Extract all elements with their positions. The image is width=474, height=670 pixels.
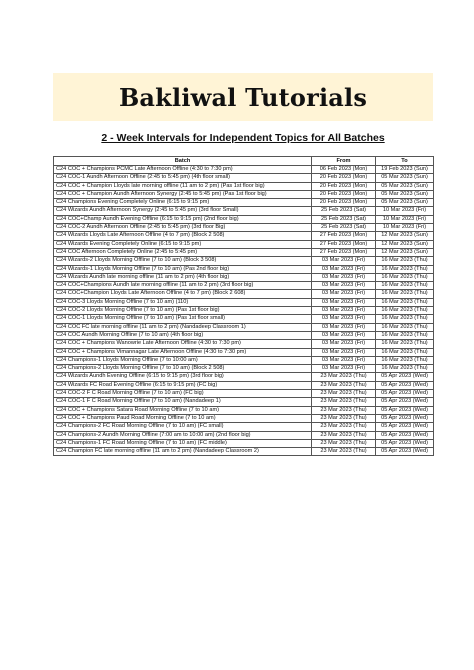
to-date-cell: 16 Mar 2023 (Thu)	[376, 365, 434, 373]
batch-cell: C24 Wizards Lloyds Late Afternoon Offline (4 to 7 pm) (Block 2 508)	[54, 232, 312, 240]
to-date-cell: 16 Mar 2023 (Thu)	[376, 257, 434, 265]
from-date-cell: 03 Mar 2023 (Fri)	[312, 365, 376, 373]
table-row	[54, 340, 434, 348]
batch-cell: C24 COC-3 Lloyds Morning Offline (7 to 10 am) (110)	[54, 298, 312, 306]
table-row	[54, 248, 434, 256]
batch-cell: C24 COC-1 F C Road Morning Offline (7 to 10 am) (Nandadeep 1)	[54, 398, 312, 406]
from-date-cell: 27 Feb 2023 (Mon)	[312, 240, 376, 248]
batch-cell: C24 COC-1 Lloyds Morning Offline (7 to 10 am) (Pas 1st floor small)	[54, 315, 312, 323]
batch-cell: C24 Champions-2 FC Road Morning Offline (7 to 10 am) (FC small)	[54, 423, 312, 431]
table-row	[54, 232, 434, 240]
to-date-cell: 05 Mar 2023 (Sun)	[376, 174, 434, 182]
from-date-cell: 23 Mar 2023 (Thu)	[312, 448, 376, 456]
table-row	[54, 307, 434, 315]
from-date-cell: 20 Feb 2023 (Mon)	[312, 182, 376, 190]
table-row	[54, 373, 434, 381]
to-date-cell: 16 Mar 2023 (Thu)	[376, 282, 434, 290]
batch-cell: C24 Champions-2 Lloyds Morning Offline (7 to 10 am) (Block 2 508)	[54, 365, 312, 373]
from-date-cell: 23 Mar 2023 (Thu)	[312, 398, 376, 406]
table-row	[54, 439, 434, 447]
to-date-cell: 05 Apr 2023 (Wed)	[376, 398, 434, 406]
batch-cell: C24 COC-2 Lloyds Morning Offline (7 to 10 am) (Pas 1st floor big)	[54, 307, 312, 315]
batch-cell: C24 COC + Champions Satara Road Morning Offline (7 to 10 am)	[54, 406, 312, 414]
column-header-from: From	[312, 157, 376, 166]
from-date-cell: 03 Mar 2023 (Fri)	[312, 307, 376, 315]
batch-cell: C24 Wizards Aundh Evening Offline (6:15 to 9:15 pm) (3rd floor big)	[54, 373, 312, 381]
from-date-cell: 03 Mar 2023 (Fri)	[312, 290, 376, 298]
schedule-table	[53, 142, 434, 456]
to-date-cell: 05 Apr 2023 (Wed)	[376, 439, 434, 447]
table-row	[54, 356, 434, 364]
to-date-cell: 05 Apr 2023 (Wed)	[376, 414, 434, 422]
to-date-cell: 12 Mar 2023 (Sun)	[376, 240, 434, 248]
document-title: Bakliwal Tutorials	[118, 82, 368, 112]
table-row	[54, 207, 434, 215]
from-date-cell: 23 Mar 2023 (Thu)	[312, 406, 376, 414]
table-row	[54, 448, 434, 456]
batch-cell: C24 COC + Champion Aundh Afternoon Synergy (2:45 to 5:45 pm) (Pas 1st floor big)	[54, 190, 312, 198]
table-body	[54, 166, 434, 456]
column-header-batch: Batch	[54, 157, 312, 166]
to-date-cell: 19 Feb 2023 (Sun)	[376, 166, 434, 174]
column-header-to: To	[376, 157, 434, 166]
batch-cell: C24 Wizards Evening Completely Online (6:15 to 9:15 pm)	[54, 240, 312, 248]
to-date-cell: 16 Mar 2023 (Thu)	[376, 340, 434, 348]
table-spacer	[54, 142, 434, 157]
table-row	[54, 323, 434, 331]
table-row	[54, 257, 434, 265]
batch-cell: C24 COC+Champions Aundh late morning offline (11 am to 2 pm) (3rd floor big)	[54, 282, 312, 290]
batch-cell: C24 Wizards Aundh Afternoon Synergy (2:45 to 5:45 pm) (3rd floor Small)	[54, 207, 312, 215]
table-row	[54, 365, 434, 373]
to-date-cell: 16 Mar 2023 (Thu)	[376, 331, 434, 339]
batch-cell: C24 COC + Champion Lloyds late morning offline (11 am to 2 pm) (Pas 1st floor big)	[54, 182, 312, 190]
table-row	[54, 315, 434, 323]
to-date-cell: 05 Apr 2023 (Wed)	[376, 448, 434, 456]
batch-cell: C24 COC + Champions PCMC Late Afternoon Offline (4:30 to 7:30 pm)	[54, 166, 312, 174]
table-row	[54, 398, 434, 406]
to-date-cell: 05 Apr 2023 (Wed)	[376, 381, 434, 389]
to-date-cell: 16 Mar 2023 (Thu)	[376, 307, 434, 315]
batch-cell: C24 COC-2 F C Road Morning Offline (7 to 10 am) (FC big)	[54, 390, 312, 398]
table-row	[54, 265, 434, 273]
from-date-cell: 03 Mar 2023 (Fri)	[312, 257, 376, 265]
batch-cell: C24 COC-2 Aundh Afternoon Offline (2:45 to 5:45 pm) (3rd floor Big)	[54, 224, 312, 232]
from-date-cell: 27 Feb 2023 (Mon)	[312, 248, 376, 256]
table-row	[54, 166, 434, 174]
table-row	[54, 182, 434, 190]
table-row	[54, 290, 434, 298]
batch-cell: C24 Champions-2 Aundh Morning Offline (7:00 am to 10:00 am) (2nd floor big)	[54, 431, 312, 439]
from-date-cell: 03 Mar 2023 (Fri)	[312, 273, 376, 281]
from-date-cell: 03 Mar 2023 (Fri)	[312, 315, 376, 323]
table-row	[54, 406, 434, 414]
from-date-cell: 03 Mar 2023 (Fri)	[312, 265, 376, 273]
batch-cell: C24 Champion FC late morning offline (11 am to 2 pm) (Nandadeep Classroom 2)	[54, 448, 312, 456]
from-date-cell: 20 Feb 2023 (Mon)	[312, 174, 376, 182]
to-date-cell: 16 Mar 2023 (Thu)	[376, 315, 434, 323]
batch-cell: C24 COC FC late morning offline (11 am to 2 pm) (Nandadeep Classroom 1)	[54, 323, 312, 331]
to-date-cell: 16 Mar 2023 (Thu)	[376, 265, 434, 273]
from-date-cell: 23 Mar 2023 (Thu)	[312, 381, 376, 389]
table-row	[54, 348, 434, 356]
to-date-cell: 05 Mar 2023 (Sun)	[376, 199, 434, 207]
batch-cell: C24 COC Afternoon Completely Online (2:45 to 5:45 pm)	[54, 248, 312, 256]
table-row	[54, 423, 434, 431]
batch-cell: C24 COC+Champ Aundh Evening Offline (6:15 to 9:15 pm) (2nd floor big)	[54, 215, 312, 223]
from-date-cell: 03 Mar 2023 (Fri)	[312, 282, 376, 290]
table-row	[54, 174, 434, 182]
table-row	[54, 298, 434, 306]
to-date-cell: 05 Apr 2023 (Wed)	[376, 373, 434, 381]
from-date-cell: 03 Mar 2023 (Fri)	[312, 298, 376, 306]
to-date-cell: 16 Mar 2023 (Thu)	[376, 348, 434, 356]
batch-cell: C24 Champions-1 Lloyds Morning Offline (7 to 10:00 am)	[54, 356, 312, 364]
to-date-cell: 10 Mar 2023 (Fri)	[376, 207, 434, 215]
batch-cell: C24 COC + Champions Vimannagar Late Afternoon Offline (4:30 to 7:30 pm)	[54, 348, 312, 356]
to-date-cell: 05 Mar 2023 (Sun)	[376, 182, 434, 190]
table-row	[54, 381, 434, 389]
to-date-cell: 05 Apr 2023 (Wed)	[376, 423, 434, 431]
banner	[53, 73, 433, 121]
to-date-cell: 16 Mar 2023 (Thu)	[376, 290, 434, 298]
to-date-cell: 16 Mar 2023 (Thu)	[376, 298, 434, 306]
batch-cell: C24 COC-1 Aundh Afternoon Offline (2:45 to 5:45 pm) (4th floor small)	[54, 174, 312, 182]
batch-cell: C24 COC Aundh Morning Offline (7 to 10 am) (4th floor big)	[54, 331, 312, 339]
from-date-cell: 06 Feb 2023 (Mon)	[312, 166, 376, 174]
table-row	[54, 414, 434, 422]
to-date-cell: 05 Mar 2023 (Sun)	[376, 190, 434, 198]
to-date-cell: 16 Mar 2023 (Thu)	[376, 356, 434, 364]
batch-cell: C24 COC + Champions Paud Road Morning Offline (7 to 10 am)	[54, 414, 312, 422]
from-date-cell: 03 Mar 2023 (Fri)	[312, 331, 376, 339]
table-row	[54, 273, 434, 281]
batch-cell: C24 Wizards-1 Lloyds Morning Offline (7 to 10 am) (Pas 2nd floor big)	[54, 265, 312, 273]
from-date-cell: 03 Mar 2023 (Fri)	[312, 348, 376, 356]
from-date-cell: 25 Feb 2023 (Sat)	[312, 207, 376, 215]
table-row	[54, 282, 434, 290]
from-date-cell: 20 Feb 2023 (Mon)	[312, 199, 376, 207]
table-row	[54, 224, 434, 232]
table-row	[54, 240, 434, 248]
to-date-cell: 05 Apr 2023 (Wed)	[376, 390, 434, 398]
batch-cell: C24 Wizards Aundh late morning offline (11 am to 2 pm) (4th floor big)	[54, 273, 312, 281]
from-date-cell: 23 Mar 2023 (Thu)	[312, 439, 376, 447]
to-date-cell: 12 Mar 2023 (Sun)	[376, 232, 434, 240]
batch-cell: C24 Wizards FC Road Evening Offline (6:15 to 9:15 pm) (FC big)	[54, 381, 312, 389]
table-row	[54, 199, 434, 207]
to-date-cell: 05 Apr 2023 (Wed)	[376, 406, 434, 414]
to-date-cell: 16 Mar 2023 (Thu)	[376, 273, 434, 281]
from-date-cell: 27 Feb 2023 (Mon)	[312, 232, 376, 240]
table-row	[54, 431, 434, 439]
to-date-cell: 10 Mar 2023 (Fri)	[376, 224, 434, 232]
table-header-row	[54, 157, 434, 166]
to-date-cell: 05 Apr 2023 (Wed)	[376, 431, 434, 439]
from-date-cell: 25 Feb 2023 (Sat)	[312, 215, 376, 223]
from-date-cell: 23 Mar 2023 (Thu)	[312, 414, 376, 422]
table-row	[54, 190, 434, 198]
to-date-cell: 10 Mar 2023 (Fri)	[376, 215, 434, 223]
from-date-cell: 03 Mar 2023 (Fri)	[312, 356, 376, 364]
from-date-cell: 23 Mar 2023 (Thu)	[312, 423, 376, 431]
to-date-cell: 16 Mar 2023 (Thu)	[376, 323, 434, 331]
from-date-cell: 23 Mar 2023 (Thu)	[312, 373, 376, 381]
table-row	[54, 215, 434, 223]
batch-cell: C24 Champions Evening Completely Online (6:15 to 9:15 pm)	[54, 199, 312, 207]
batch-cell: C24 COC+Champion Lloyds Late Afternoon Offline (4 to 7 pm) (Block 2 608)	[54, 290, 312, 298]
batch-cell: C24 Wizards-2 Lloyds Morning Offline (7 to 10 am) (Block 3 508)	[54, 257, 312, 265]
to-date-cell: 12 Mar 2023 (Sun)	[376, 248, 434, 256]
from-date-cell: 20 Feb 2023 (Mon)	[312, 190, 376, 198]
batch-cell: C24 COC + Champions Wanowrie Late Afternoon Offline (4:30 to 7:30 pm)	[54, 340, 312, 348]
table-row	[54, 390, 434, 398]
subtitle-text: 2 - Week Intervals for Independent Topics for All Batches	[101, 132, 385, 144]
from-date-cell: 25 Feb 2023 (Sat)	[312, 224, 376, 232]
from-date-cell: 03 Mar 2023 (Fri)	[312, 340, 376, 348]
from-date-cell: 23 Mar 2023 (Thu)	[312, 390, 376, 398]
batch-cell: C24 Champions-1 FC Road Morning Offline (7 to 10 am) (FC middle)	[54, 439, 312, 447]
table-row	[54, 331, 434, 339]
from-date-cell: 23 Mar 2023 (Thu)	[312, 431, 376, 439]
from-date-cell: 03 Mar 2023 (Fri)	[312, 323, 376, 331]
